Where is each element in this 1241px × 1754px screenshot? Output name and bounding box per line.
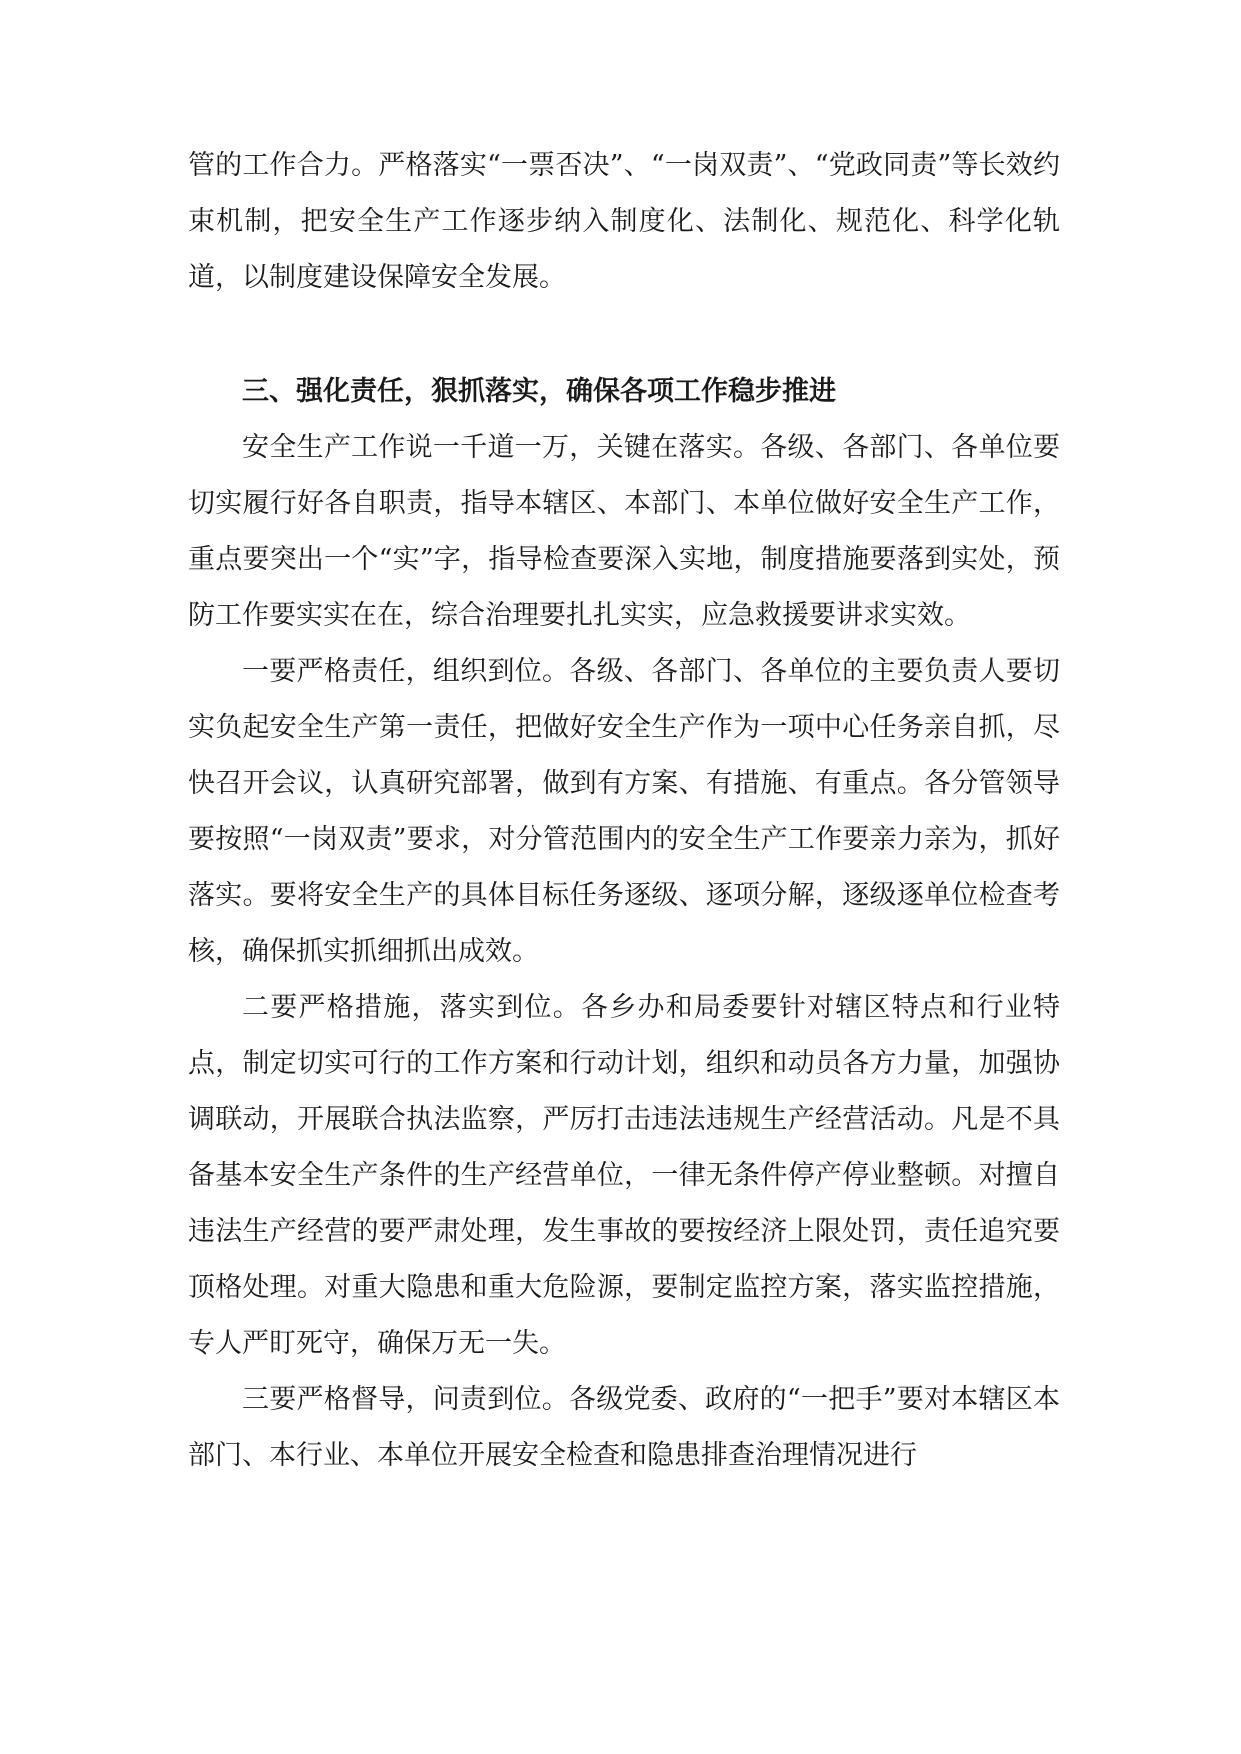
section-heading: 三、强化责任，狠抓落实，确保各项工作稳步推进 — [242, 376, 836, 407]
section-gap — [188, 306, 1060, 364]
paragraph: 一要严格责任，组织到位。各级、各部门、各单位的主要负责人要切实负起安全生产第一责任，把做好安全生产作为一项中心任务亲自抓，尽快召开会议，认真研究部署，做到有方案、有措施、有重点。各分管领导要按照“一岗双责”要求，对分管范围内的安全生产工作要亲力亲为，抓好落实。要将安全生产的具体目标任务逐级、逐项分解，逐级逐单位检查考核，确保抓实抓细抓出成效。 — [188, 656, 1060, 967]
paragraph: 二要严格措施，落实到位。各乡办和局委要针对辖区特点和行业特点，制定切实可行的工作方案和行动计划，组织和动员各方力量，加强协调联动，开展联合执法监察，严厉打击违法违规生产经营活动。凡是不具备基本安全生产条件的生产经营单位，一律无条件停产停业整顿。对擅自违法生产经营的要严肃处理，发生事故的要按经济上限处罚，责任追究要顶格处理。对重大隐患和重大危险源，要制定监控方案，落实监控措施，专人严盯死守，确保万无一失。 — [188, 992, 1060, 1359]
paragraph: 安全生产工作说一千道一万，关键在落实。各级、各部门、各单位要切实履行好各自职责，指导本辖区、本部门、本单位做好安全生产工作，重点要突出一个“实”字，指导检查要深入实地，制度措施要落到实处，预防工作要实实在在，综合治理要扎扎实实，应急救援要讲求实效。 — [188, 432, 1060, 631]
paragraph-continuation: 管的工作合力。严格落实“一票否决”、“一岗双责”、“党政同责”等长效约束机制，把安全生产工作逐步纳入制度化、法制化、规范化、科学化轨道，以制度建设保障安全发展。 — [188, 150, 1060, 293]
paragraph: 三要严格督导，问责到位。各级党委、政府的“一把手”要对本辖区本部门、本行业、本单位开展安全检查和隐患排查治理情况进行 — [188, 1384, 1060, 1471]
document-body — [188, 138, 1060, 1484]
